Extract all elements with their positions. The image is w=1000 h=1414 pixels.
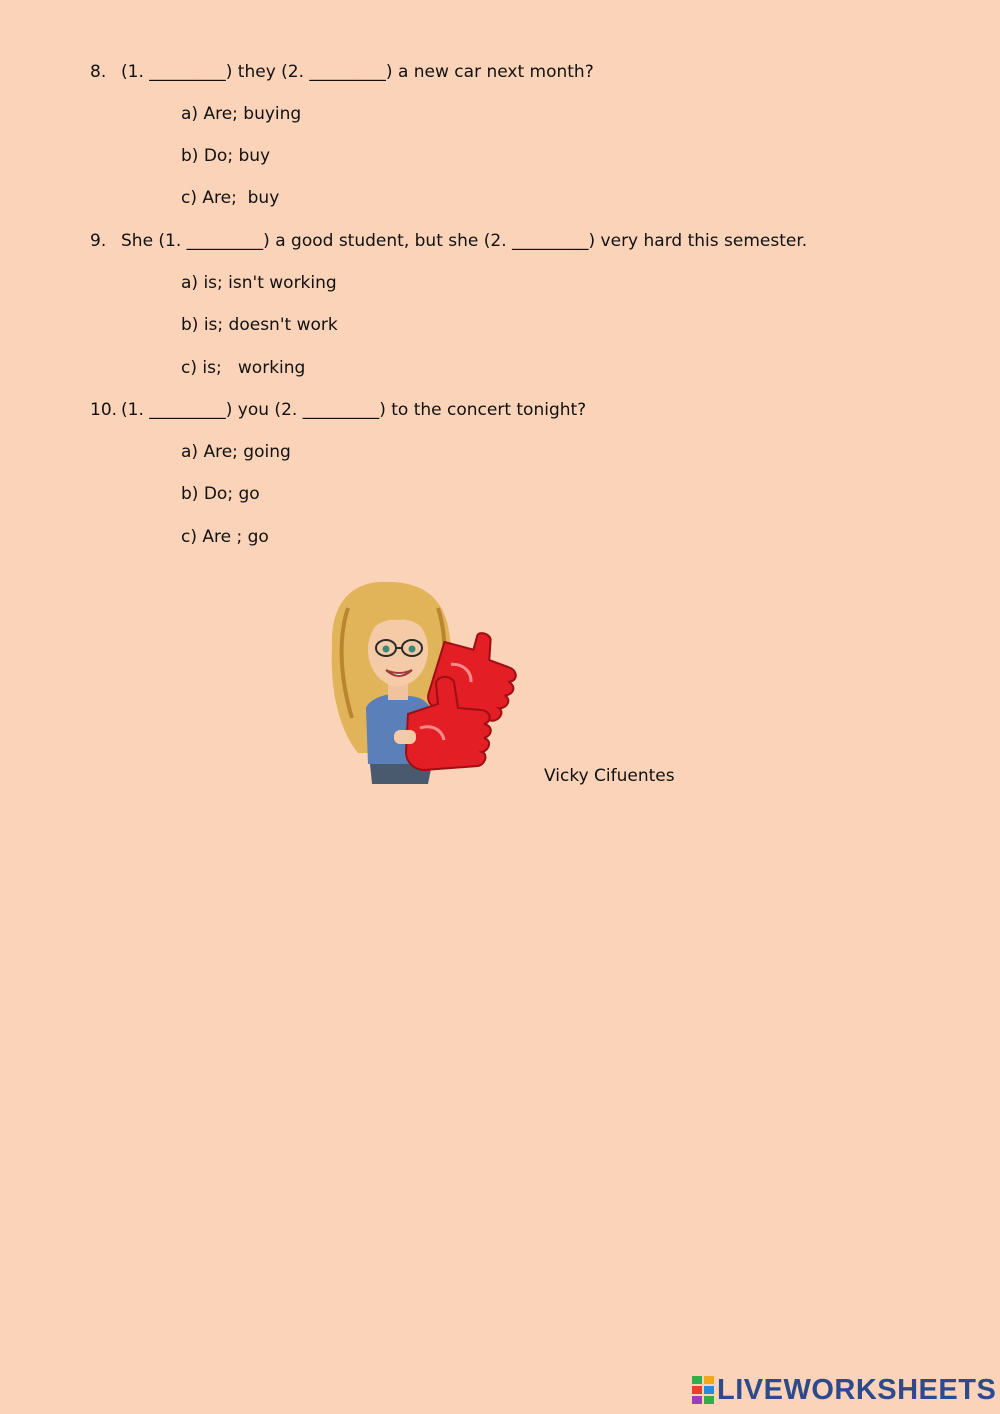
question-number: 8. xyxy=(90,62,107,82)
option-c[interactable]: c) Are; buy xyxy=(181,188,280,208)
option-a[interactable]: a) is; isn't working xyxy=(181,273,337,293)
option-c[interactable]: c) is; working xyxy=(181,358,306,378)
option-b[interactable]: b) Do; go xyxy=(181,484,260,504)
option-a[interactable]: a) Are; going xyxy=(181,442,291,462)
option-c[interactable]: c) Are ; go xyxy=(181,527,269,547)
option-b[interactable]: b) is; doesn't work xyxy=(181,315,338,335)
question-text: (1. _________) you (2. _________) to the concert tonight? xyxy=(121,400,587,420)
liveworksheets-icon xyxy=(692,1376,714,1404)
liveworksheets-logo[interactable] xyxy=(692,1374,996,1406)
option-a[interactable]: a) Are; buying xyxy=(181,104,302,124)
question-text: (1. _________) they (2. _________) a new car next month? xyxy=(121,62,594,82)
option-b[interactable]: b) Do; buy xyxy=(181,146,271,166)
avatar-thumbs-up-illustration xyxy=(328,578,543,784)
liveworksheets-wordmark: LIVEWORKSHEETS xyxy=(717,1374,997,1406)
question-number: 10. xyxy=(90,400,118,420)
question-number: 9. xyxy=(90,231,107,251)
question-text: She (1. _________) a good student, but she (2. _________) very hard this semester. xyxy=(121,231,808,251)
author-name: Vicky Cifuentes xyxy=(544,766,675,786)
